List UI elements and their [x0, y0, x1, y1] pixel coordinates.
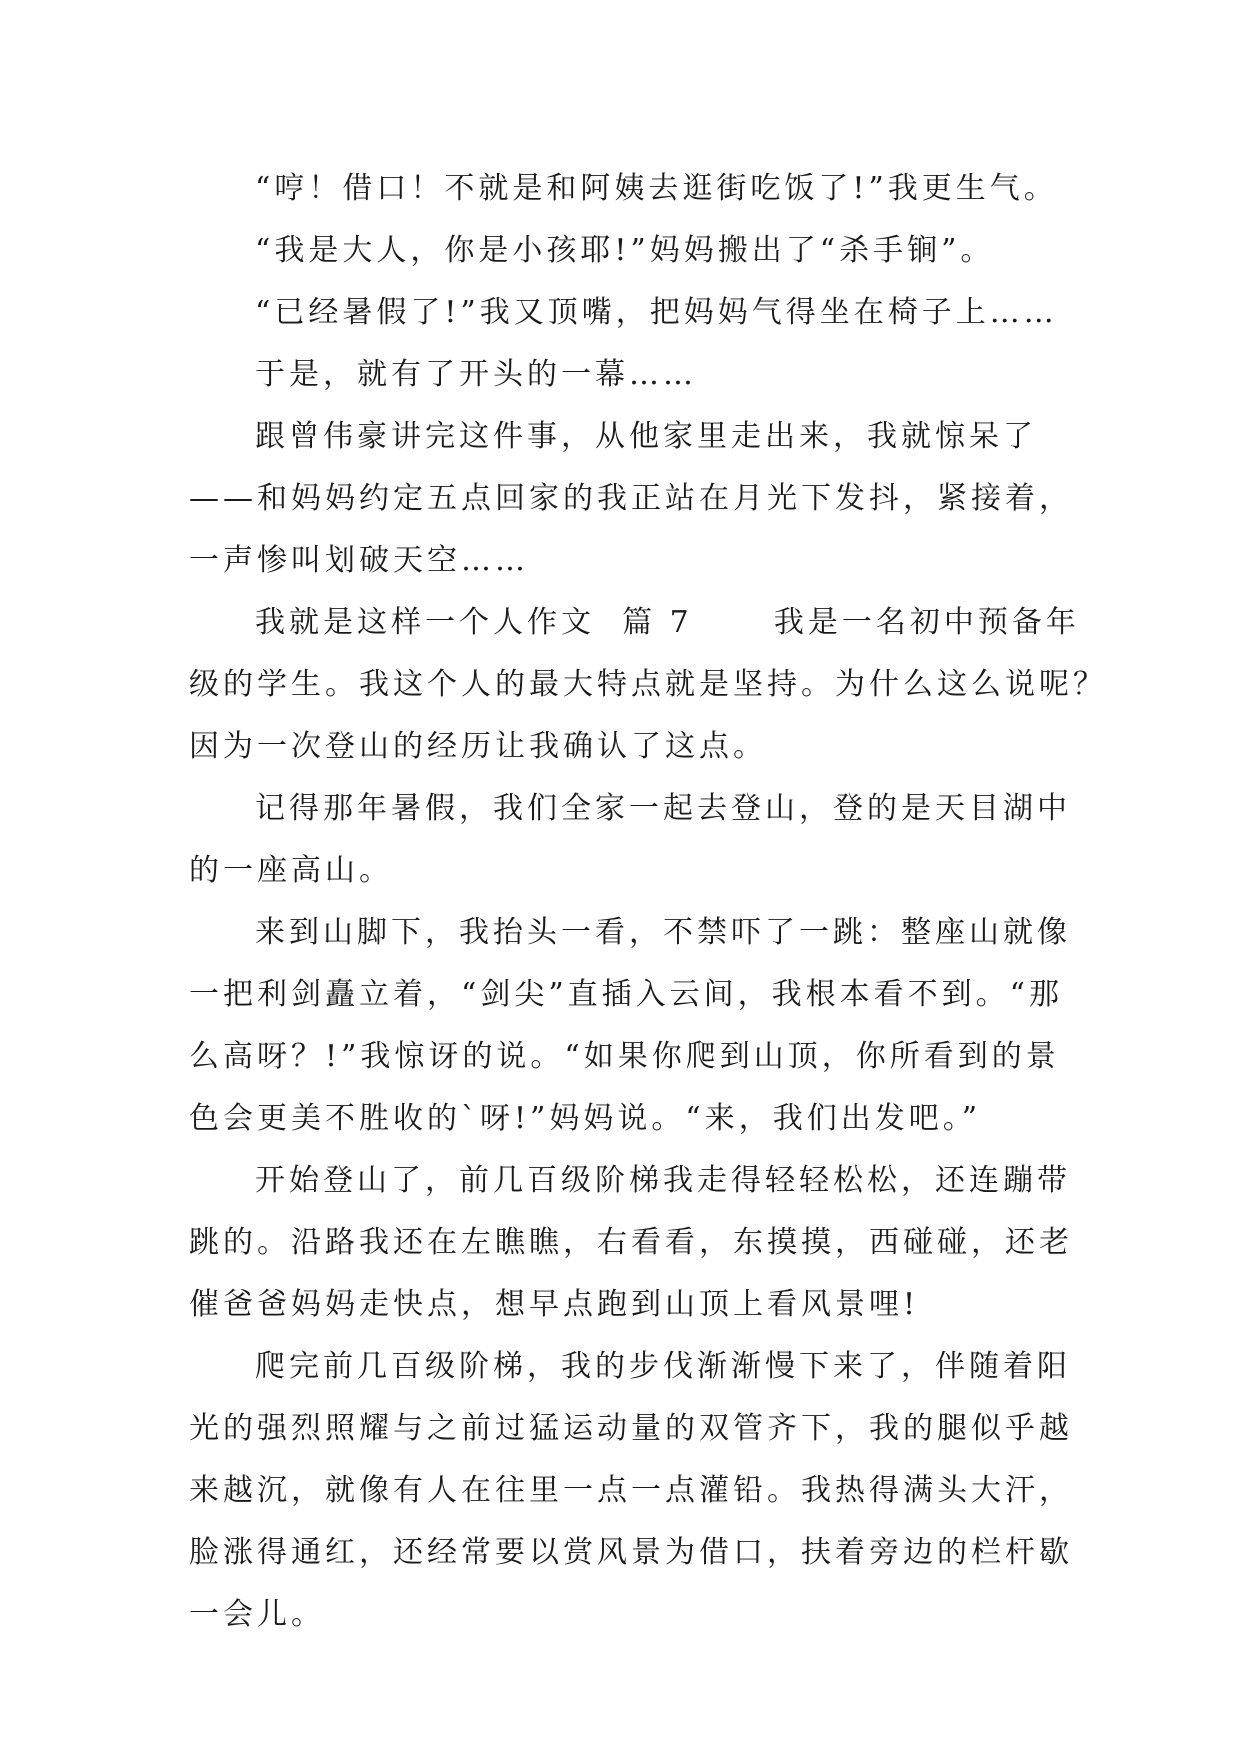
text-line: 一把利剑矗立着，“剑尖”直插入云间，我根本看不到。“那	[189, 977, 1064, 1012]
text-line: 一会儿。	[189, 1597, 325, 1632]
text-line: 级的学生。我这个人的最大特点就是坚持。为什么这么说呢？	[189, 667, 1107, 702]
text-line: 于是，就有了开头的一幕……	[255, 357, 697, 392]
text-line: 我就是这样一个人作文 篇 7 我是一名初中预备年	[255, 605, 1080, 640]
text-line: 开始登山了，前几百级阶梯我走得轻轻松松，还连蹦带	[255, 1163, 1071, 1198]
text-line: 爬完前几百级阶梯，我的步伐渐渐慢下来了，伴随着阳	[255, 1349, 1071, 1384]
text-line: 跳的。沿路我还在左瞧瞧，右看看，东摸摸，西碰碰，还老	[189, 1225, 1073, 1260]
text-line: 脸涨得通红，还经常要以赏风景为借口，扶着旁边的栏杆歇	[189, 1535, 1073, 1570]
text-line: 来到山脚下，我抬头一看，不禁吓了一跳：整座山就像	[255, 915, 1071, 950]
text-line: 色会更美不胜收的`呀!”妈妈说。“来，我们出发吧。”	[189, 1101, 982, 1136]
text-line: 因为一次登山的经历让我确认了这点。	[189, 729, 767, 764]
text-line: 么高呀？!”我惊讶的说。“如果你爬到山顶，你所看到的景	[189, 1039, 1060, 1074]
text-line: 来越沉，就像有人在往里一点一点灌铅。我热得满头大汗，	[189, 1473, 1073, 1508]
text-line: 记得那年暑假，我们全家一起去登山，登的是天目湖中	[255, 791, 1071, 826]
text-line: 一声惨叫划破天空……	[189, 543, 529, 578]
text-line: ——和妈妈约定五点回家的我正站在月光下发抖，紧接着，	[189, 481, 1073, 516]
text-line: “哼！借口！不就是和阿姨去逛街吃饭了!”我更生气。	[255, 171, 1058, 206]
document-body	[189, 158, 1107, 1646]
text-line: “已经暑假了!”我又顶嘴，把妈妈气得坐在椅子上……	[255, 295, 1058, 330]
text-line: 的一座高山。	[189, 853, 393, 888]
text-line: “我是大人，你是小孩耶!”妈妈搬出了“杀手锏”。	[255, 233, 995, 268]
text-line: 光的强烈照耀与之前过猛运动量的双管齐下，我的腿似乎越	[189, 1411, 1073, 1446]
text-line: 跟曾伟豪讲完这件事，从他家里走出来，我就惊呆了	[255, 419, 1037, 454]
text-line: 催爸爸妈妈走快点，想早点跑到山顶上看风景哩!	[189, 1287, 920, 1322]
